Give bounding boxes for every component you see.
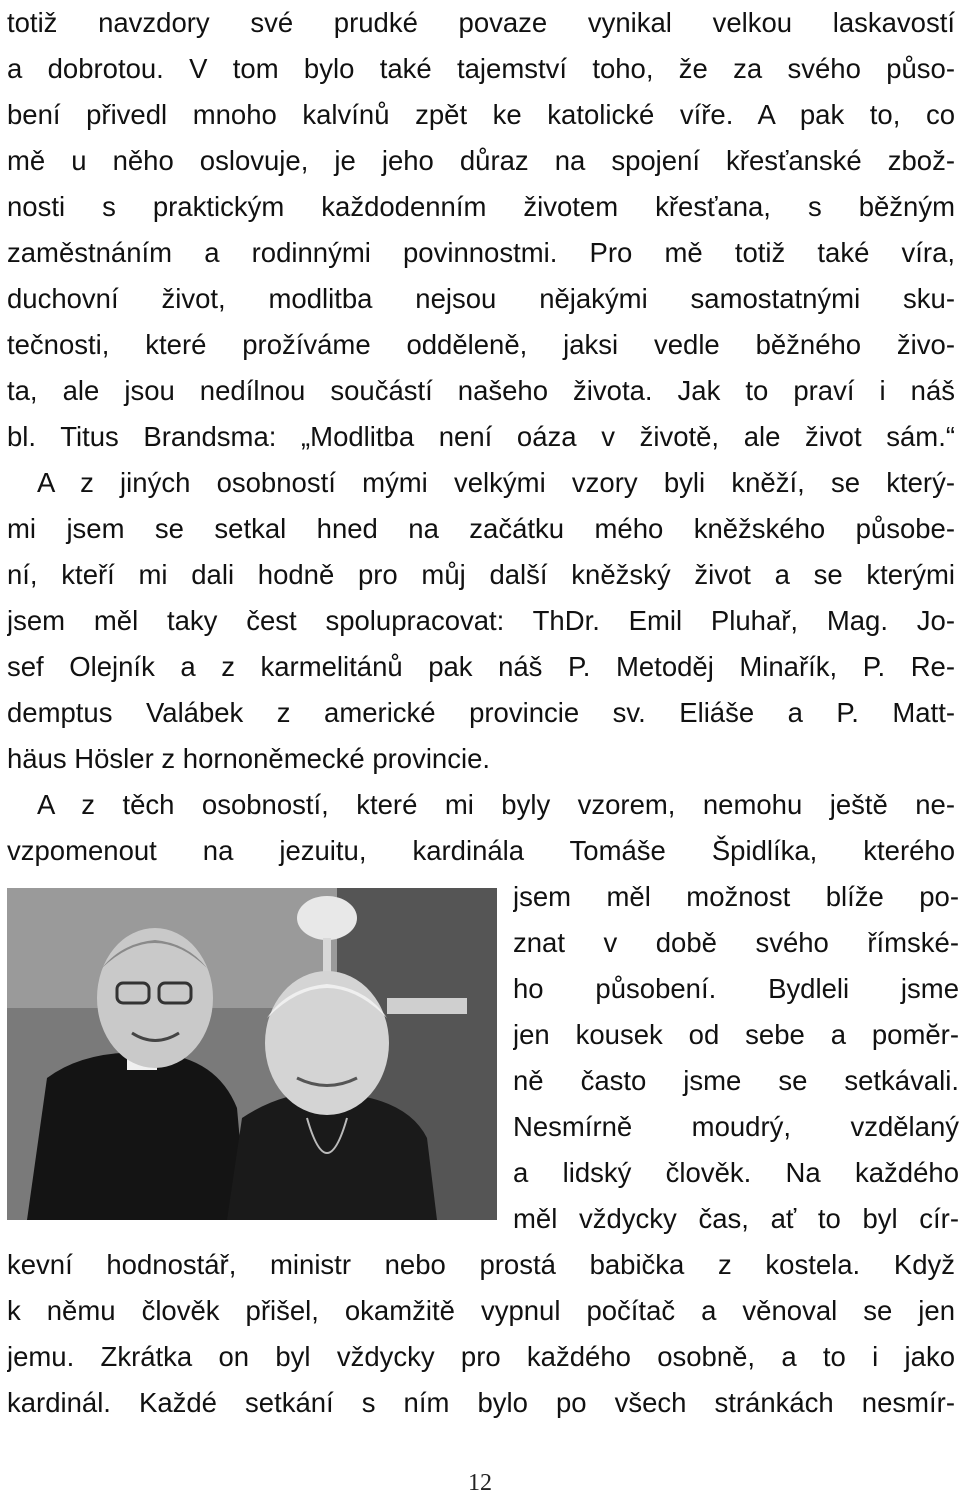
photo-two-priests: [7, 888, 497, 1220]
text-line: sef Olejník a z karmelitánů pak náš P. Metoděj Minařík, P. Re-: [7, 651, 955, 682]
text-line: a dobrotou. V tom bylo také tajemství toho, že za svého půso-: [7, 53, 955, 84]
text-line: totiž navzdory své prudké povaze vynikal velkou laskavostí: [7, 7, 955, 38]
text-line: häus Hösler z hornoněmecké provincie.: [7, 743, 491, 774]
text-line: znat v době svého římské-: [513, 927, 959, 958]
text-line: duchovní život, modlitba nejsou nějakými samostatnými sku-: [7, 283, 955, 314]
text-line: jen kousek od sebe a pomĕr-: [513, 1019, 959, 1050]
text-line: bení přivedl mnoho kalvínů zpět ke katolické víře. A pak to, co: [7, 99, 955, 130]
text-line: mi jsem se setkal hned na začátku mého kněžského působe-: [7, 513, 955, 544]
text-line: měl vždycky čas, ať to byl cír-: [513, 1203, 959, 1234]
page-number: 12: [468, 1470, 492, 1496]
text-line: ta, ale jsou nedílnou součástí našeho života. Jak to praví i náš: [7, 375, 955, 406]
text-line: ně často jsme se setkávali.: [513, 1065, 959, 1096]
text-line: A z jiných osobností mými velkými vzory byli kněží, se který-: [37, 467, 955, 498]
text-line: vzpomenout na jezuitu, kardinála Tomáše Špidlíka, kterého: [7, 835, 955, 866]
text-line: demptus Valábek z americké provincie sv. Eliáše a P. Matt-: [7, 697, 955, 728]
text-line: kardinál. Každé setkání s ním bylo po všech stránkách nesmír-: [7, 1387, 955, 1418]
text-line: kevní hodnostář, ministr nebo prostá babička z kostela. Když: [7, 1249, 955, 1280]
text-line: jsem měl možnost blíže po-: [513, 881, 959, 912]
text-line: Nesmírně moudrý, vzdělaný: [513, 1111, 959, 1142]
text-line: nosti s praktickým každodenním životem křesťana, s běžným: [7, 191, 955, 222]
text-line: mě u něho oslovuje, je jeho důraz na spojení křesťanské zbož-: [7, 145, 955, 176]
text-line: bl. Titus Brandsma: „Modlitba není oáza v životě, ale život sám.“: [7, 421, 955, 452]
text-line: tečnosti, které prožíváme odděleně, jaksi vedle běžného živo-: [7, 329, 955, 360]
text-line: jemu. Zkrátka on byl vždycky pro každého osobně, a to i jako: [7, 1341, 955, 1372]
text-line: jsem měl taky čest spolupracovat: ThDr. Emil Pluhař, Mag. Jo-: [7, 605, 955, 636]
text-line: ní, kteří mi dali hodně pro můj další kněžský život a se kterými: [7, 559, 955, 590]
text-line: zaměstnáním a rodinnými povinnostmi. Pro mě totiž také víra,: [7, 237, 955, 268]
text-line: A z těch osobností, které mi byly vzorem, nemohu ještě ne-: [37, 789, 955, 820]
text-line: a lidský člověk. Na každého: [513, 1157, 959, 1188]
text-line: ho působení. Bydleli jsme: [513, 973, 959, 1004]
text-line: k němu člověk přišel, okamžitě vypnul počítač a věnoval se jen: [7, 1295, 955, 1326]
